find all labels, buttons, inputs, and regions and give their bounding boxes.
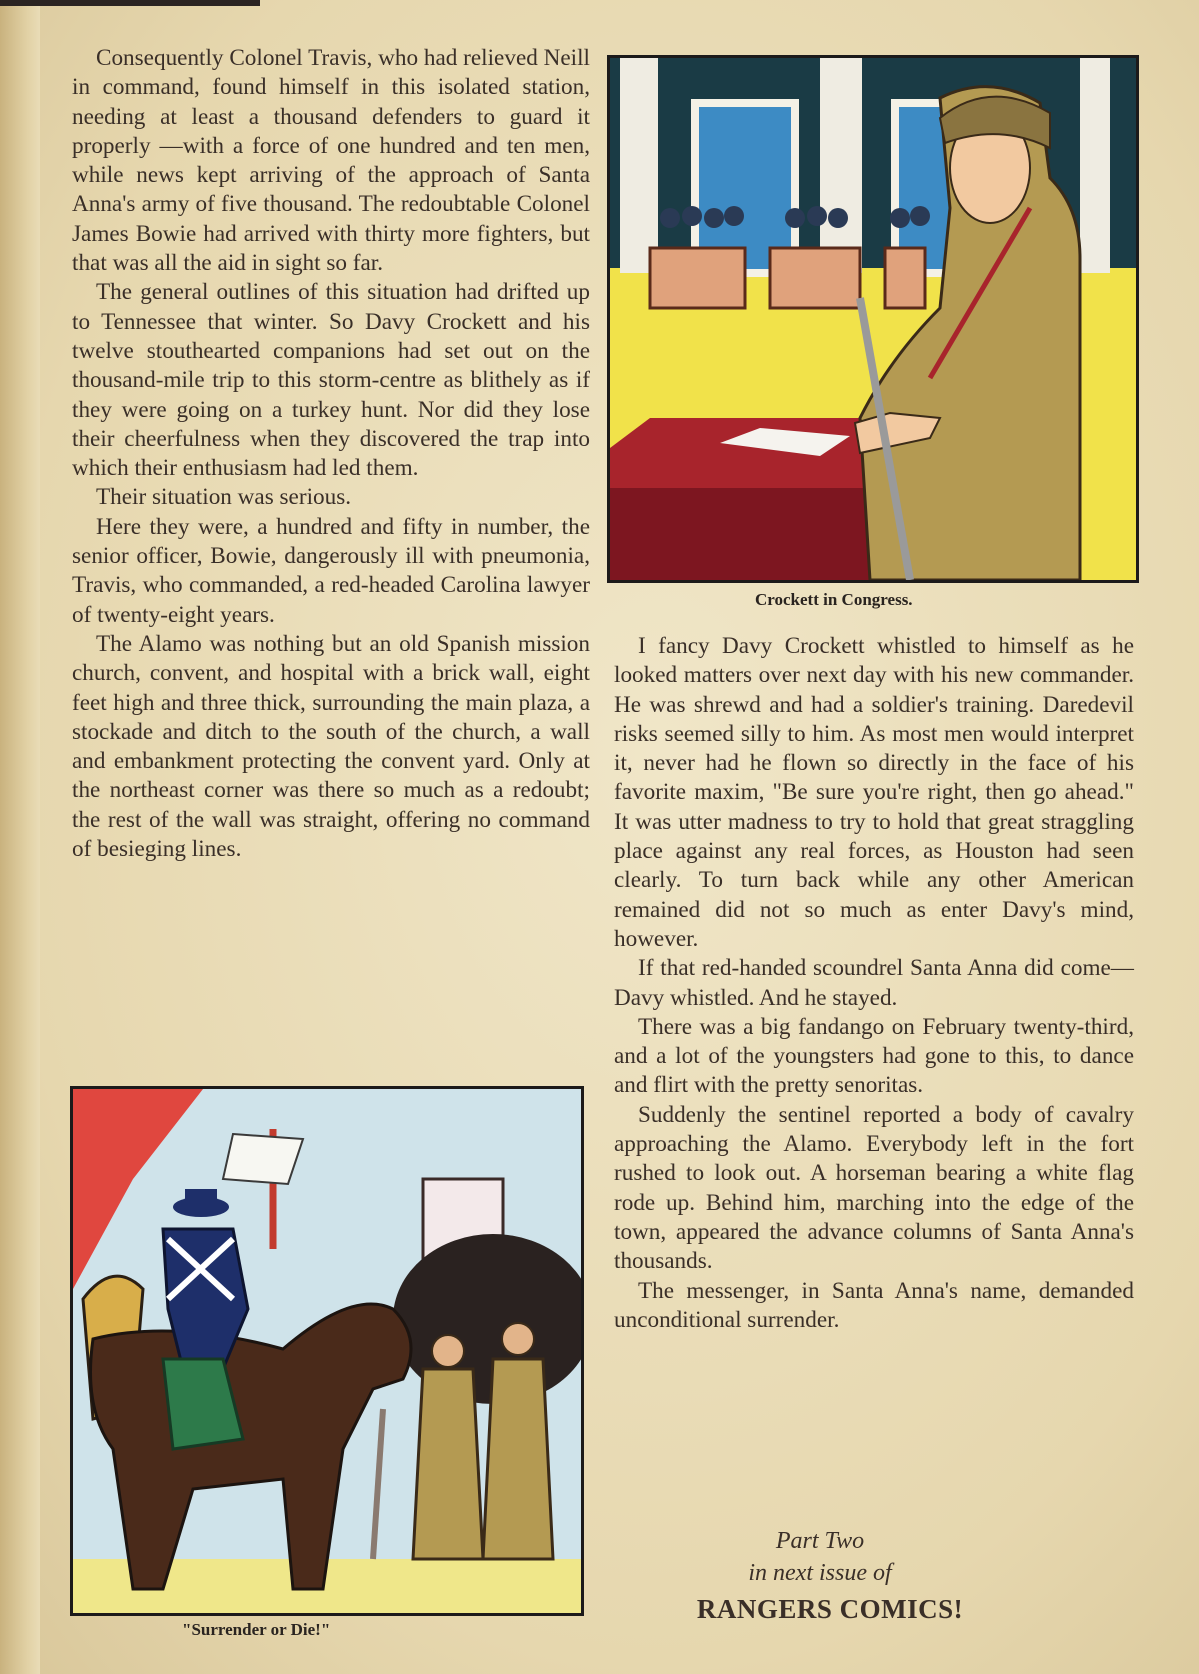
article-left-column (72, 44, 590, 864)
article-right-column (614, 632, 1134, 1335)
paragraph: Their situation was serious. (96, 484, 352, 511)
paragraph: The Alamo was nothing but an old Spanish mission church, convent, and hospital with a brick wall, eight feet high and three thick, surrounding the main plaza, a stockade and ditch to the south of the church, a wall and embankment protecting the convent yard. Only at the northeast corner was there so much as a redoubt; the rest of the wall was straight, offering no command of besieging lines. (72, 630, 590, 863)
congress-illustration (610, 58, 1136, 580)
congress-caption: Crockett in Congress. (755, 590, 913, 609)
paragraph: The general outlines of this situation had drifted up to Tennessee that winter. So Davy Crockett and his twelve stouthearted companions had set out on the thousand-mile trip to this storm-centre as blithely as if they were going on a turkey hunt. Nor did they lose their cheerfulness when they discovered the trap into which their enthusiasm had led them. (72, 279, 590, 482)
paragraph: I fancy Davy Crockett whistled to himself as he looked matters over next day with his new commander. He was shrewd and had a soldier's training. Daredevil risks seemed silly to him. As most men would interpret it, never had he flown so directly in the face of his favorite maxim, "Be sure you're right, then go ahead." It was utter madness to try to hold that great straggling place against any real forces, as Houston had seen clearly. To turn back while any other American remained did not so much as enter Davy's mind, however. (614, 633, 1134, 952)
congress-illustration-panel (607, 55, 1139, 583)
magazine-title: RANGERS COMICS! (696, 1594, 964, 1624)
surrender-illustration (73, 1089, 581, 1613)
continued-part-label: Part Two (775, 1528, 865, 1554)
page-spine (0, 0, 40, 1674)
paragraph: There was a big fandango on February twenty-third, and a lot of the youngsters had gone to this, to dance and flirt with the pretty senoritas. (614, 1013, 1134, 1099)
paragraph: Here they were, a hundred and fifty in number, the senior officer, Bowie, dangerously ill with pneumonia, Travis, who commanded, a red-headed Carolina lawyer of twenty-eight years. (72, 513, 590, 628)
paragraph: If that red-handed scoundrel Santa Anna did come—Davy whistled. And he stayed. (614, 955, 1134, 1011)
paragraph: The messenger, in Santa Anna's name, demanded unconditional surrender. (614, 1277, 1134, 1333)
surrender-illustration-panel (70, 1086, 584, 1616)
paragraph: Consequently Colonel Travis, who had relieved Neill in command, found himself in this isolated station, needing at least a thousand defenders to guard it properly —with a force of one hundred and ten men, while news kept arriving of the approach of Santa Anna's army of five thousand. The redoubtable Colonel James Bowie had arrived with thirty more fighters, but that was all the aid in sight so far. (72, 45, 590, 277)
surrender-caption: "Surrender or Die!" (182, 1620, 331, 1639)
next-issue-label: in next issue of (748, 1560, 892, 1586)
top-edge-bar (0, 0, 260, 6)
paragraph: Suddenly the sentinel reported a body of cavalry approaching the Alamo. Everybody left in the fort rushed to look out. A horseman bearing a white flag rode up. Behind him, marching into the edge of the town, appeared the advance columns of Santa Anna's thousands. (614, 1101, 1134, 1275)
